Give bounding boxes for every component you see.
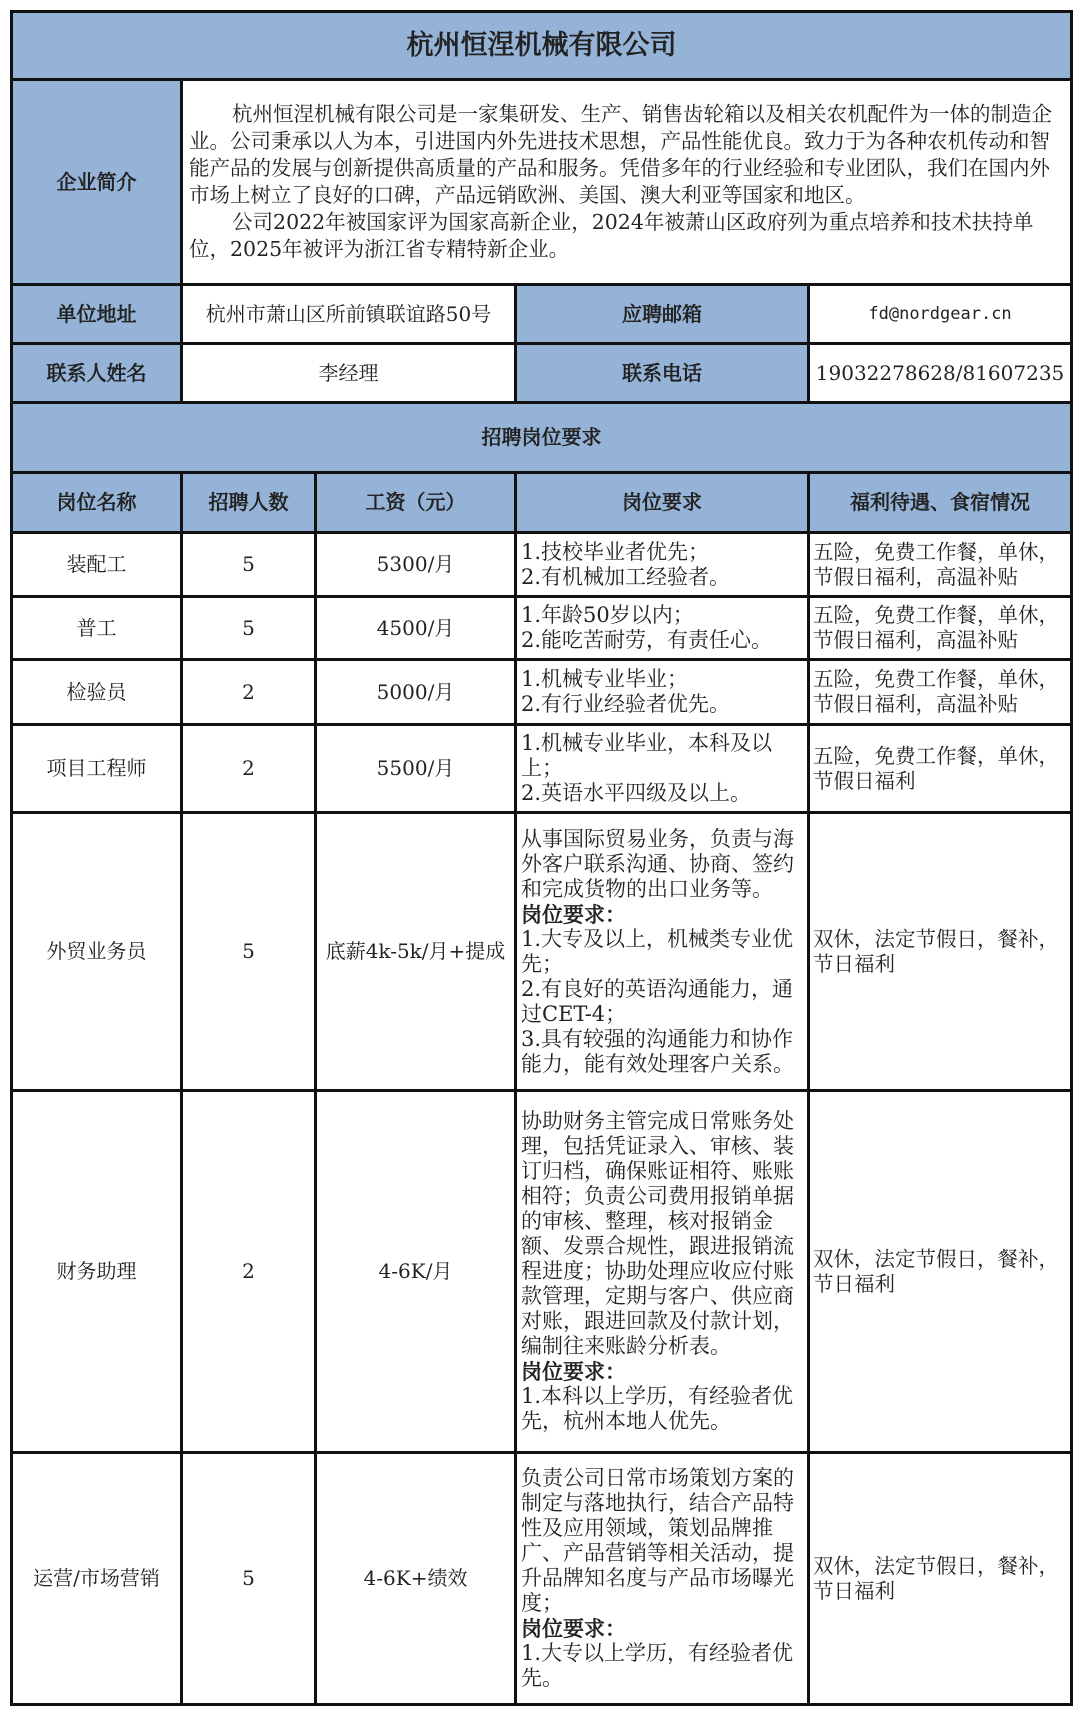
job-salary: 5000/月 xyxy=(316,660,516,725)
contact-name-value: 李经理 xyxy=(182,344,516,403)
job-row xyxy=(12,813,1072,1091)
job-name: 普工 xyxy=(12,597,182,660)
requirement-line: 1.机械专业毕业； xyxy=(521,667,689,691)
job-count: 2 xyxy=(182,660,316,725)
requirement-line: 1.技校毕业者优先； xyxy=(521,539,710,564)
section-title: 招聘岗位要求 xyxy=(12,403,1072,473)
requirement-line: 2.能吃苦耐劳，有责任心。 xyxy=(521,628,773,652)
job-salary: 4-6K+绩效 xyxy=(316,1453,516,1705)
job-row xyxy=(12,1091,1072,1453)
recruitment-table xyxy=(10,10,1073,1706)
job-count: 5 xyxy=(182,597,316,660)
column-header-benefits: 福利待遇、食宿情况 xyxy=(809,473,1072,533)
requirements-heading: 岗位要求： xyxy=(521,1616,626,1641)
phone-value[interactable]: 19032278628/81607235 xyxy=(809,344,1072,403)
intro-paragraph: 杭州恒涅机械有限公司是一家集研发、生产、销售齿轮箱以及相关农机配件为一体的制造企业。公司秉承以人为本，引进国内外先进技术思想，产品性能优良。致力于为各种农机传动和智能产品的发展与创新提供高质量的产品和服务。凭借多年的行业经验和专业团队，我们在国内外市场上树立了良好的口碑，产品远销欧洲、美国、澳大利亚等国家和地区。 xyxy=(189,102,1053,207)
job-benefits: 五险，免费工作餐，单休，节假日福利 xyxy=(809,725,1072,813)
phone-label: 联系电话 xyxy=(516,344,809,403)
job-requirements xyxy=(516,725,809,813)
contact-name-label: 联系人姓名 xyxy=(12,344,182,403)
job-row xyxy=(12,660,1072,725)
intro-label: 企业简介 xyxy=(12,80,182,285)
column-header-count: 招聘人数 xyxy=(182,473,316,533)
job-benefits: 双休，法定节假日，餐补，节日福利 xyxy=(809,1091,1072,1453)
intro-paragraph: 公司2022年被国家评为国家高新企业，2024年被萧山区政府列为重点培养和技术扶持单位，2025年被评为浙江省专精特新企业。 xyxy=(189,210,1034,261)
column-header-requirements: 岗位要求 xyxy=(516,473,809,533)
job-salary: 4-6K/月 xyxy=(316,1091,516,1453)
requirement-line: 2.有良好的英语沟通能力，通过CET-4； xyxy=(521,976,794,1026)
job-requirements xyxy=(516,597,809,660)
job-count: 2 xyxy=(182,1091,316,1453)
email-label: 应聘邮箱 xyxy=(516,285,809,344)
job-salary: 底薪4k-5k/月+提成 xyxy=(316,813,516,1091)
job-requirements xyxy=(516,660,809,725)
job-name: 运营/市场营销 xyxy=(12,1453,182,1705)
requirement-line: 1.年龄50岁以内； xyxy=(521,603,694,627)
job-benefits: 五险，免费工作餐，单休，节假日福利，高温补贴 xyxy=(809,597,1072,660)
column-header-row xyxy=(12,473,1072,533)
requirement-line: 从事国际贸易业务，负责与海外客户联系沟通、协商、签约和完成货物的出口业务等。 xyxy=(521,826,794,901)
email-value[interactable]: fd@nordgear.cn xyxy=(809,285,1072,344)
job-requirements xyxy=(516,813,809,1091)
job-count: 5 xyxy=(182,1453,316,1705)
job-row xyxy=(12,533,1072,597)
address-label: 单位地址 xyxy=(12,285,182,344)
requirements-heading: 岗位要求： xyxy=(521,901,626,927)
job-row xyxy=(12,597,1072,660)
column-header-position: 岗位名称 xyxy=(12,473,182,533)
address-value: 杭州市萧山区所前镇联谊路50号 xyxy=(182,285,516,344)
job-requirements xyxy=(516,1453,809,1705)
job-name: 装配工 xyxy=(12,533,182,597)
job-benefits: 双休，法定节假日，餐补，节日福利 xyxy=(809,813,1072,1091)
job-benefits: 双休，法定节假日，餐补，节日福利 xyxy=(809,1453,1072,1705)
job-benefits: 五险，免费工作餐，单休，节假日福利，高温补贴 xyxy=(809,533,1072,597)
requirement-line: 负责公司日常市场策划方案的制定与落地执行，结合产品特性及应用领域，策划品牌推广、产品营销等相关活动，提升品牌知名度与产品市场曝光度； xyxy=(521,1466,794,1615)
requirements-heading: 岗位要求： xyxy=(521,1359,626,1384)
requirement-line: 2.有行业经验者优先。 xyxy=(521,692,731,716)
requirement-line: 1.本科以上学历，有经验者优先，杭州本地人优先。 xyxy=(521,1384,794,1433)
requirement-line: 2.英语水平四级及以上。 xyxy=(521,781,752,805)
job-name: 外贸业务员 xyxy=(12,813,182,1091)
job-salary: 5500/月 xyxy=(316,725,516,813)
job-name: 项目工程师 xyxy=(12,725,182,813)
job-salary: 5300/月 xyxy=(316,533,516,597)
job-benefits: 五险，免费工作餐，单休，节假日福利，高温补贴 xyxy=(809,660,1072,725)
job-count: 5 xyxy=(182,533,316,597)
job-count: 2 xyxy=(182,725,316,813)
company-intro xyxy=(182,80,1072,285)
column-header-salary: 工资（元） xyxy=(316,473,516,533)
requirement-line: 2.有机械加工经验者。 xyxy=(521,564,731,589)
job-row xyxy=(12,1453,1072,1705)
job-name: 检验员 xyxy=(12,660,182,725)
requirement-line: 3.具有较强的沟通能力和协作能力，能有效处理客户关系。 xyxy=(521,1026,794,1076)
job-row xyxy=(12,725,1072,813)
job-requirements xyxy=(516,1091,809,1453)
requirement-line: 1.大专及以上，机械类专业优先； xyxy=(521,926,794,976)
requirement-line: 1.机械专业毕业，本科及以上； xyxy=(521,731,773,780)
job-count: 5 xyxy=(182,813,316,1091)
job-requirements xyxy=(516,533,809,597)
company-title: 杭州恒涅机械有限公司 xyxy=(12,12,1072,80)
requirement-line: 协助财务主管完成日常账务处理，包括凭证录入、审核、装订归档，确保账证相符、账账相符；负责公司费用报销单据的审核、整理，核对报销金额、发票合规性，跟进报销流程进度；协助处理应收应付账款管理，定期与客户、供应商对账，跟进回款及付款计划，编制往来账龄分析表。 xyxy=(521,1109,794,1358)
job-salary: 4500/月 xyxy=(316,597,516,660)
job-name: 财务助理 xyxy=(12,1091,182,1453)
requirement-line: 1.大专以上学历，有经验者优先。 xyxy=(521,1641,794,1690)
